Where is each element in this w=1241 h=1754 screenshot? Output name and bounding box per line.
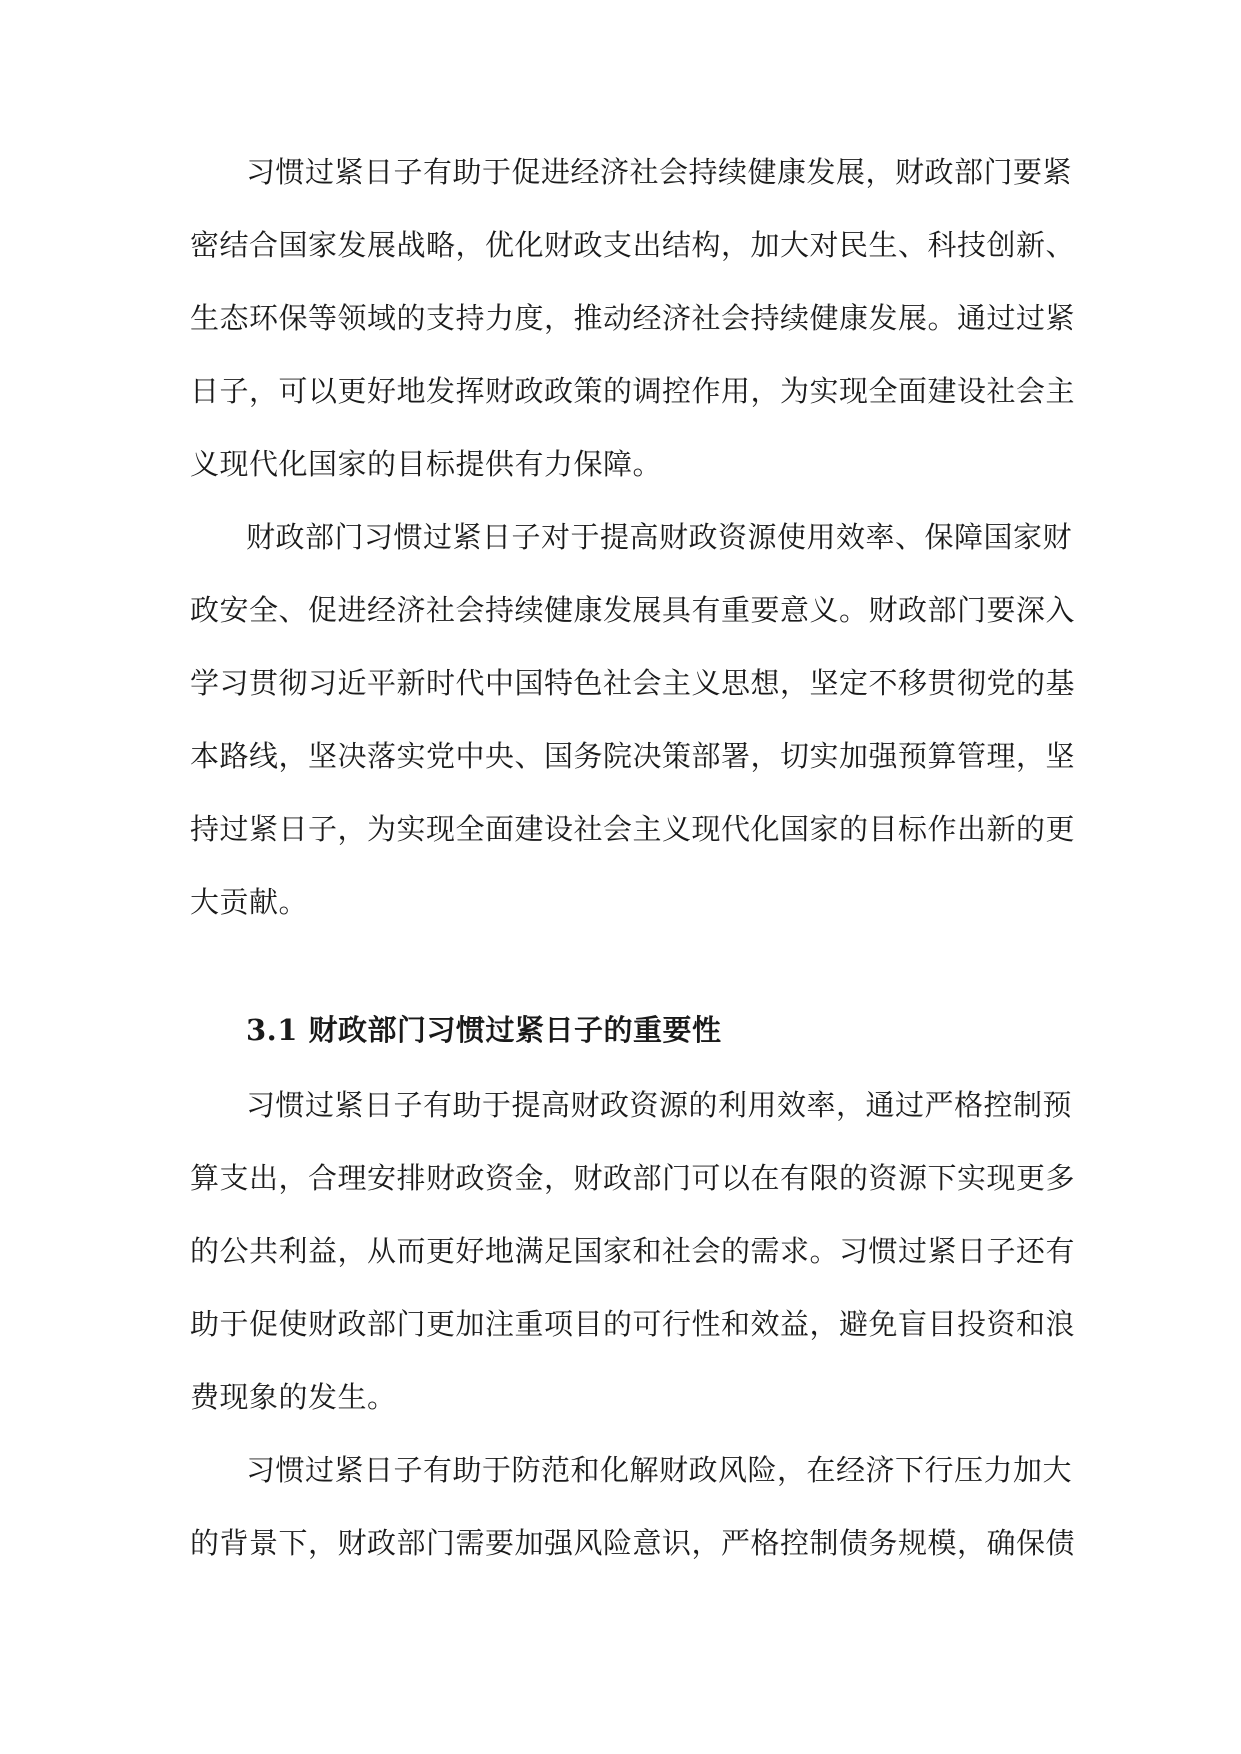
paragraph-2-line-5: 持过紧日子，为实现全面建设社会主义现代化国家的目标作出新的更 — [190, 812, 1076, 846]
paragraph-2-line-4: 本路线，坚决落实党中央、国务院决策部署，切实加强预算管理，坚 — [190, 739, 1076, 773]
paragraph-3-line-4: 助于促使财政部门更加注重项目的可行性和效益，避免盲目投资和浪 — [190, 1307, 1076, 1341]
paragraph-2-line-1: 财政部门习惯过紧日子对于提高财政资源使用效率、保障国家财 — [246, 520, 1073, 554]
paragraph-1-line-4: 日子，可以更好地发挥财政政策的调控作用，为实现全面建设社会主 — [190, 374, 1076, 408]
paragraph-3-line-1: 习惯过紧日子有助于提高财政资源的利用效率，通过严格控制预 — [246, 1088, 1073, 1122]
paragraph-4-line-2: 的背景下，财政部门需要加强风险意识，严格控制债务规模，确保债 — [190, 1526, 1076, 1560]
paragraph-3-line-5: 费现象的发生。 — [190, 1380, 397, 1414]
paragraph-4-line-1: 习惯过紧日子有助于防范和化解财政风险，在经济下行压力加大 — [246, 1453, 1073, 1487]
paragraph-3-line-2: 算支出，合理安排财政资金，财政部门可以在有限的资源下实现更多 — [190, 1161, 1076, 1195]
section-heading: 3.1 财政部门习惯过紧日子的重要性 — [246, 1013, 722, 1047]
paragraph-2-line-6: 大贡献。 — [190, 885, 309, 919]
paragraph-2-line-3: 学习贯彻习近平新时代中国特色社会主义思想，坚定不移贯彻党的基 — [190, 666, 1076, 700]
paragraph-1-line-3: 生态环保等领域的支持力度，推动经济社会持续健康发展。通过过紧 — [190, 301, 1076, 335]
paragraph-1-line-1: 习惯过紧日子有助于促进经济社会持续健康发展，财政部门要紧 — [246, 155, 1073, 189]
paragraph-2-line-2: 政安全、促进经济社会持续健康发展具有重要意义。财政部门要深入 — [190, 593, 1076, 627]
paragraph-1-line-5: 义现代化国家的目标提供有力保障。 — [190, 447, 663, 481]
paragraph-1-line-2: 密结合国家发展战略，优化财政支出结构，加大对民生、科技创新、 — [190, 228, 1076, 262]
paragraph-3-line-3: 的公共利益，从而更好地满足国家和社会的需求。习惯过紧日子还有 — [190, 1234, 1076, 1268]
